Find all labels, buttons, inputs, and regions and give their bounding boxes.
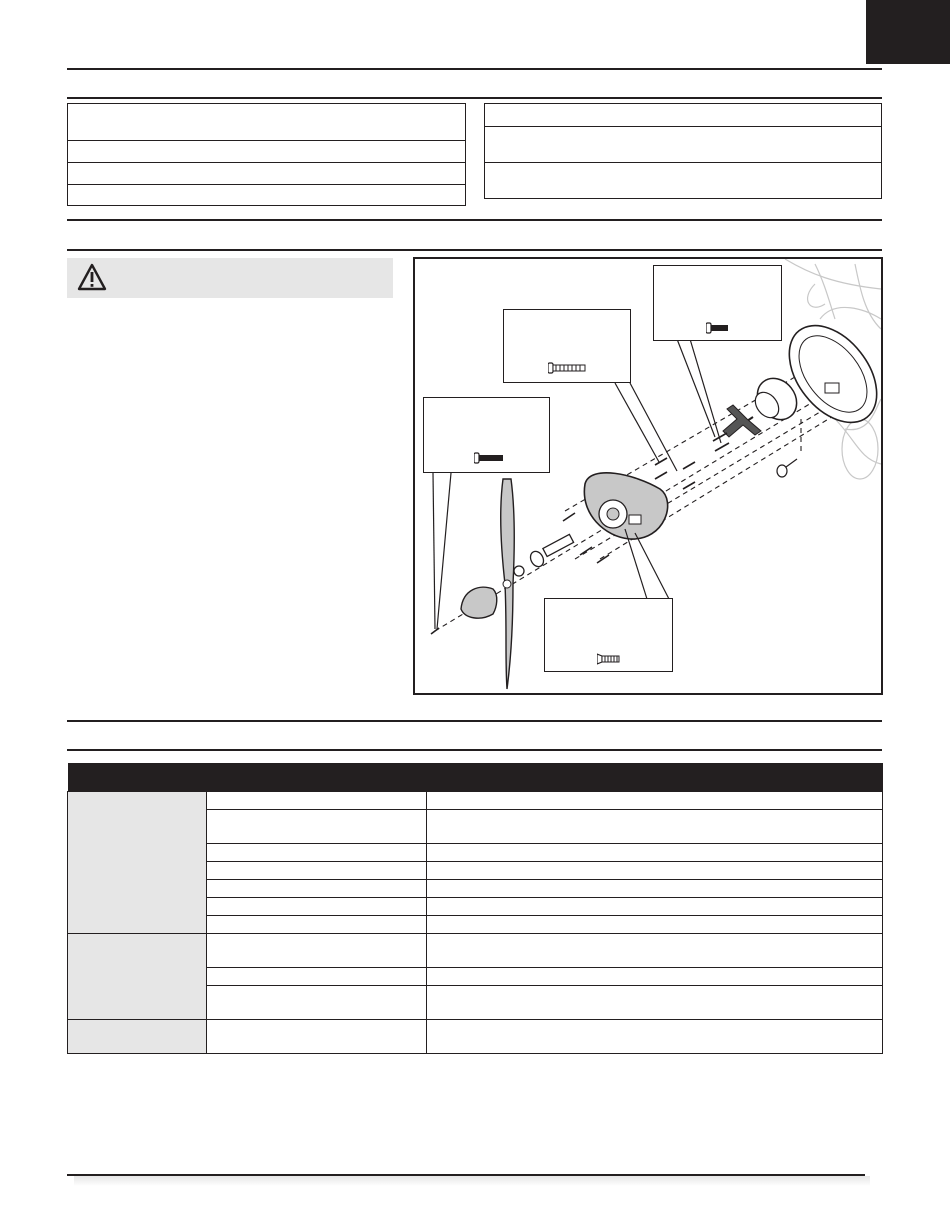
table-group-cell-1	[68, 792, 207, 934]
footer-rule	[67, 1174, 865, 1176]
warning-triangle-icon	[77, 263, 107, 291]
info-box-left-row-4	[67, 184, 466, 206]
footer-shadow	[74, 1176, 870, 1186]
table-cell-cause	[207, 792, 427, 810]
callout-cowl-mount-screw	[544, 598, 673, 672]
firewall-icon	[772, 309, 881, 439]
prop-adapter-icon	[514, 534, 574, 576]
table-cell-cause	[207, 968, 427, 986]
info-box-left-row-3	[67, 162, 466, 185]
screw-icon	[474, 452, 504, 464]
table-cell-solution	[427, 862, 883, 880]
table-cell-cause	[207, 880, 427, 898]
table-cell-solution	[427, 934, 883, 968]
section-rule-mid	[67, 219, 882, 221]
table-row	[68, 934, 883, 968]
table-cell-solution	[427, 986, 883, 1020]
info-box-right-row-2	[484, 126, 882, 163]
table-header-cause	[207, 763, 427, 792]
table-header-solution	[427, 763, 883, 792]
callout-spinner-screw	[423, 397, 550, 473]
connector-icon	[777, 459, 797, 477]
troubleshooting-table	[67, 763, 883, 1054]
table-cell-solution	[427, 1020, 883, 1054]
info-box-right-row-3	[484, 162, 882, 199]
table-cell-solution	[427, 898, 883, 916]
table-group-cell-2	[68, 934, 207, 1020]
table-cell-cause	[207, 862, 427, 880]
info-box-right-row-1	[484, 103, 882, 127]
table-row	[68, 792, 883, 810]
table-cell-solution	[427, 810, 883, 844]
screw-icon	[597, 653, 621, 665]
table-cell-solution	[427, 968, 883, 986]
table-cell-solution	[427, 792, 883, 810]
callout-motor-screw	[653, 265, 782, 341]
warning-banner	[67, 258, 393, 298]
cowl-icon	[584, 473, 667, 539]
section-rule-bottom	[67, 720, 882, 722]
table-header-problem	[68, 763, 207, 792]
table-cell-solution	[427, 916, 883, 934]
table-cell-cause	[207, 1020, 427, 1054]
screw-icon	[548, 362, 588, 374]
section-rule-top	[67, 68, 882, 70]
table-cell-cause	[207, 898, 427, 916]
table-row	[68, 1020, 883, 1054]
table-cell-cause	[207, 986, 427, 1020]
screw-icon	[706, 322, 730, 334]
section-rule-mid-2	[67, 249, 882, 251]
info-box-left-row-2	[67, 140, 466, 163]
table-cell-cause	[207, 844, 427, 862]
callout-cowl-screw	[503, 309, 631, 383]
page-number-tab	[866, 0, 950, 64]
table-cell-solution	[427, 880, 883, 898]
table-cell-cause	[207, 810, 427, 844]
propeller-icon	[501, 479, 514, 689]
spinner-icon	[461, 587, 497, 618]
x-mount-icon	[723, 405, 761, 437]
table-group-cell-3	[68, 1020, 207, 1054]
section-rule-top-2	[67, 97, 882, 99]
exploded-view-figure	[413, 257, 883, 695]
table-header-row	[68, 763, 883, 792]
info-box-left-row-1	[67, 103, 466, 141]
table-cell-cause	[207, 916, 427, 934]
section-rule-bottom-2	[67, 749, 882, 751]
table-cell-cause	[207, 934, 427, 968]
table-cell-solution	[427, 844, 883, 862]
